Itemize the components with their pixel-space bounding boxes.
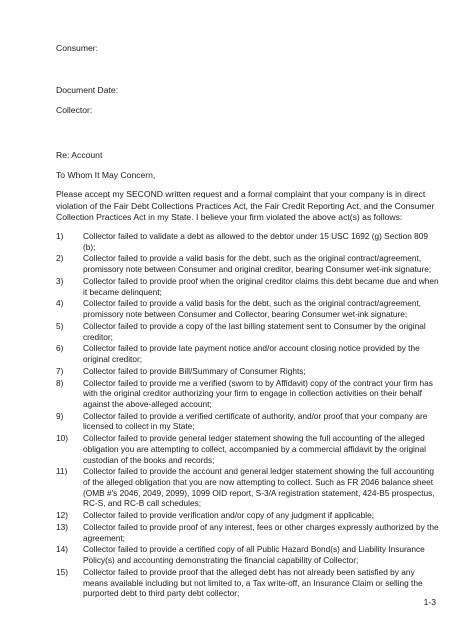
list-item-text: Collector failed to validate a debt as allowed to the debtor under 15 USC 1692 (g) Section 809 (b); [83, 231, 428, 252]
list-item-text: Collector failed to provide the account and general ledger statement showing the full accounting of the alleged obligation that you are now attempting to collect. Such as FR 2046 balance sheet (OMB #'s 2046, 2049, 2099), 1099 OID report, S-3/A registration statement, 424-B5 prospectus, RC-S, and RC-B call schedules; [83, 466, 435, 509]
list-item-number: 3) [56, 275, 64, 286]
list-item-text: Collector failed to provide a valid basis for the debt, such as the original contract/agreement, promissory note between Consumer and original creditor, bearing Consumer wet-ink signature; [83, 253, 432, 275]
list-item [56, 231, 441, 252]
list-item-number: 1) [56, 231, 64, 241]
list-item [56, 466, 441, 508]
list-item [56, 343, 441, 364]
list-item [56, 522, 441, 543]
collector-label: Collector: [56, 105, 93, 115]
list-item [56, 544, 441, 565]
list-item-text: Collector failed to provide general ledger statement showing the full accounting of the alleged obligation you are attempting to collect, accompanied by a commercial affidavit by the original custodian of the books and records; [83, 433, 426, 465]
list-item [56, 411, 441, 432]
intro-paragraph: Please accept my SECOND written request and a formal complaint that your company is in direct violation of the Fair Debt Collections Practices Act, the Fair Credit Reporting Act, and the Consumer Collection Practices Act in my State. I believe your firm violated the above act(s) as follows: [56, 189, 435, 223]
list-item-number: 11) [56, 466, 68, 477]
page-number: 1-3 [423, 597, 436, 607]
list-item-number: 5) [56, 320, 64, 331]
list-item-text: Collector failed to provide verification and/or copy of any judgment if applicable; [83, 510, 375, 521]
list-item-number: 13) [56, 522, 68, 532]
list-item-text: Collector failed to provide a copy of the last billing statement sent to Consumer by the original creditor; [83, 320, 426, 342]
list-item-number: 12) [56, 510, 68, 521]
re-line: Re: Account [56, 150, 103, 160]
list-item-text: Collector failed to provide late payment notice and/or account closing notice provided by the original creditor; [83, 343, 420, 365]
salutation: To Whom It May Concern, [56, 170, 156, 180]
list-item-text: Collector failed to provide a certified copy of all Public Hazard Bond(s) and Liability Insurance Policy(s) and accounting demonstrating the financial capability of Collector; [83, 544, 425, 566]
list-item-number: 2) [56, 253, 64, 264]
list-item [56, 567, 441, 599]
consumer-label: Consumer: [56, 43, 99, 53]
list-item-text: Collector failed to provide a verified certificate of authority, and/or proof that your company are licensed to collect in my State; [83, 410, 428, 432]
list-item [56, 321, 441, 342]
list-item-text: Collector failed to provide proof when the original creditor claims this debt became due and when it became delinquent; [83, 275, 439, 297]
list-item [56, 510, 441, 521]
list-item-number: 9) [56, 410, 64, 421]
document-date-label: Document Date: [56, 85, 119, 95]
list-item-text: Collector failed to provide me a verified (sworn to by Affidavit) copy of the contract your firm has with the original creditor authorizing your firm to engage in collection activities on their behalf against the above-alleged account; [83, 377, 433, 409]
list-item-number: 4) [56, 298, 64, 309]
list-item-number: 7) [56, 365, 64, 376]
list-item-text: Collector failed to provide proof of any interest, fees or other charges expressly authorized by the agreement; [83, 522, 439, 543]
list-item-number: 6) [56, 343, 64, 354]
list-item [56, 276, 441, 297]
list-item-number: 8) [56, 377, 64, 388]
list-item [56, 298, 441, 319]
list-item-text: Collector failed to provide Bill/Summary of Consumer Rights; [83, 365, 306, 376]
list-item [56, 366, 441, 377]
list-item-number: 15) [56, 566, 68, 577]
list-item [56, 433, 441, 465]
list-item-number: 14) [56, 544, 68, 555]
list-item [56, 253, 441, 274]
list-item-text: Collector failed to provide a valid basis for the debt, such as the original contract/agreement, promissory note between Consumer and Collector, bearing Consumer wet-ink signature; [83, 298, 422, 320]
violation-list [56, 231, 441, 600]
list-item-number: 10) [56, 433, 68, 444]
list-item-text: Collector failed to provide proof that the alleged debt has not already been satisfied by any means available including but not limited to, a Tax write-off, an Insurance Claim or selling the purported debt to third party debt collector; [83, 566, 423, 599]
list-item [56, 378, 441, 410]
